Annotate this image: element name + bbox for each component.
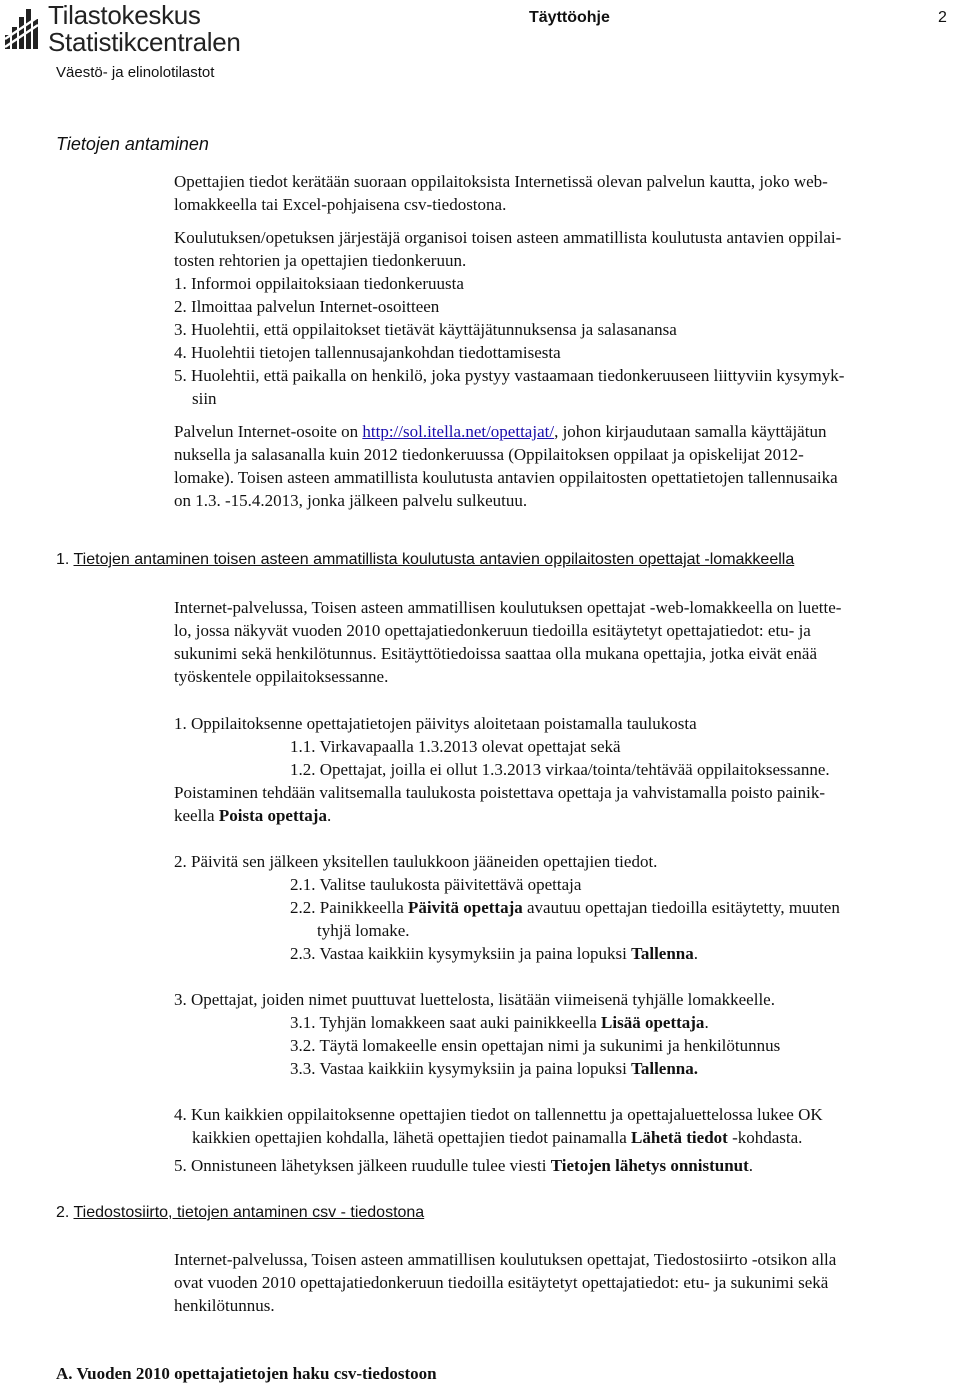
step-5-pre: 5. Onnistuneen lähetyksen jälkeen ruudulle tulee viesti — [174, 1156, 551, 1175]
logo-text-line2: Statistikcentralen — [48, 27, 241, 57]
intro-p3-line4: on 1.3. -15.4.2013, jonka jälkeen palvelu sulkeutuu. — [174, 491, 528, 510]
step-5-post: . — [748, 1156, 754, 1175]
section2-p-line1: Internet-palvelussa, Toisen asteen ammatillisen koulutuksen opettajat, Tiedostosiirto -otsikon alla — [174, 1250, 837, 1269]
section1-p-line4: työskentele oppilaitoksessanne. — [174, 667, 389, 686]
section2-heading — [56, 1204, 424, 1222]
step-1-1: 1.1. Virkavapaalla 1.3.2013 olevat opettajat sekä — [290, 737, 621, 756]
section1-p-line2: lo, jossa näkyvät vuoden 2010 opettajatiedonkeruun tiedoilla esitäytetyt opettajatiedot: etu- ja — [174, 621, 811, 640]
remove-line2-post: . — [326, 806, 332, 825]
section1-p-line1: Internet-palvelussa, Toisen asteen ammatillisen koulutuksen opettajat -web-lomakkeella on luette- — [174, 598, 842, 617]
remove-line1: Poistaminen tehdään valitsemalla taulukosta poistettava opettaja ja vahvistamalla poisto painik- — [174, 783, 826, 802]
intro-list-item: 4. Huolehtii tietojen tallennusajankohdan tiedottamisesta — [174, 343, 561, 362]
intro-list-item: 2. Ilmoittaa palvelun Internet-osoitteen — [174, 297, 440, 316]
intro-p3-pre: Palvelun Internet-osoite on — [174, 422, 363, 441]
step-1-2: 1.2. Opettajat, joilla ei ollut 1.3.2013 virkaa/tointa/tehtävää oppilaitoksessanne. — [290, 760, 830, 779]
remove-line2-pre: keella — [174, 806, 219, 825]
tallenna-label-2: Tallenna. — [631, 1059, 699, 1078]
step-4-line2-pre: kaikkien opettajien kohdalla, lähetä opettajien tiedot painamalla — [192, 1128, 632, 1147]
step-4-line2-post: -kohdasta. — [727, 1128, 803, 1147]
step-2-2 — [290, 896, 840, 919]
lisaa-opettaja-label: Lisää opettaja — [601, 1013, 705, 1032]
intro-p1-line2: lomakkeella tai Excel-pohjaisena csv-tiedostona. — [174, 195, 507, 214]
section1-number: 1. — [56, 551, 70, 568]
step-2: 2. Päivitä sen jälkeen yksitellen taulukkoon jääneiden opettajien tiedot. — [174, 852, 658, 871]
step-2-3-post: . — [693, 944, 699, 963]
intro-list-item: 1. Informoi oppilaitoksiaan tiedonkeruusta — [174, 274, 464, 293]
step-4-line2 — [192, 1126, 802, 1149]
intro-list-item: 3. Huolehtii, että oppilaitokset tietävät käyttäjätunnuksensa ja salasanansa — [174, 320, 677, 339]
logo-mark-icon — [3, 5, 45, 53]
step-3: 3. Opettajat, joiden nimet puuttuvat luettelosta, lisätään viimeisenä tyhjälle lomakkeelle. — [174, 990, 775, 1009]
step-5 — [174, 1154, 753, 1177]
intro-p3-post: , johon kirjaudutaan samalla käyttäjätun — [554, 422, 827, 441]
step-2-1: 2.1. Valitse taulukosta päivitettävä opettaja — [290, 875, 582, 894]
step-2-2-post: avautuu opettajan tiedoilla esitäytetty, muuten — [522, 898, 840, 917]
service-url-link[interactable]: http://sol.itella.net/opettajat/ — [362, 422, 555, 441]
intro-p2-line2: tosten rehtorien ja opettajien tiedonkeruun. — [174, 251, 467, 270]
step-2-2-cont: tyhjä lomake. — [317, 921, 410, 940]
section1-title: Tietojen antaminen toisen asteen ammatillista koulutusta antavien oppilaitosten opettajat -lomakkeella — [73, 551, 795, 568]
section2-p-line2: ovat vuoden 2010 opettajatiedonkeruun tiedoilla esitäytetyt opettajatiedot: etu- ja sukunimi sekä — [174, 1273, 829, 1292]
intro-p1-line1: Opettajien tiedot kerätään suoraan oppilaitoksista Internetissä olevan palvelun kautta, joko web- — [174, 172, 828, 191]
step-2-3 — [290, 942, 698, 965]
paivita-opettaja-label: Päivitä opettaja — [408, 898, 523, 917]
section2-number: 2. — [56, 1204, 70, 1221]
page-number: 2 — [938, 9, 947, 26]
step-3-1 — [290, 1011, 709, 1034]
intro-p2-line1: Koulutuksen/opetuksen järjestäjä organisoi toisen asteen ammatillista koulutusta antavien oppilai- — [174, 228, 842, 247]
step-3-1-post: . — [704, 1013, 709, 1032]
remove-line2 — [174, 804, 331, 827]
intro-p3-line2: nuksella ja salasanalla kuin 2012 tiedonkeruussa (Oppilaitoksen oppilaat ja opiskelijat 2012- — [174, 445, 804, 464]
intro-p3-line1 — [174, 420, 826, 443]
section2-title: Tiedostosiirto, tietojen antaminen csv - tiedostona — [73, 1204, 425, 1221]
laheta-tiedot-label: Lähetä tiedot — [631, 1128, 728, 1147]
intro-list-item-cont: siin — [192, 389, 217, 408]
sectionA-heading: A. Vuoden 2010 opettajatietojen haku csv-tiedostoon — [56, 1364, 437, 1383]
step-4-line1: 4. Kun kaikkien oppilaitoksenne opettajien tiedot on tallennettu ja opettajaluettelossa lukee OK — [174, 1105, 823, 1124]
logo-text-line1: Tilastokeskus — [48, 0, 201, 30]
step-3-2: 3.2. Täytä lomakeelle ensin opettajan nimi ja sukunimi ja henkilötunnus — [290, 1036, 781, 1055]
intro-p3-line3: lomake). Toisen asteen ammatillista koulutusta antavien oppilaitosten opettatietojen tallennusaika — [174, 468, 838, 487]
step-1: 1. Oppilaitoksenne opettajatietojen päivitys aloitetaan poistamalla taulukosta — [174, 714, 697, 733]
section2-p-line3: henkilötunnus. — [174, 1296, 275, 1315]
section1-p-line3: sukunimi sekä henkilötunnus. Esitäyttötiedoissa saattaa olla mukana opettajia, jotka eivät enää — [174, 644, 817, 663]
step-3-3 — [290, 1057, 698, 1080]
step-3-1-pre: 3.1. Tyhjän lomakkeen saat auki painikkeella — [290, 1013, 602, 1032]
intro-list-item: 5. Huolehtii, että paikalla on henkilö, joka pystyy vastaamaan tiedonkeruuseen liittyviin kysymyk- — [174, 366, 845, 385]
tallenna-label: Tallenna — [631, 944, 694, 963]
step-2-3-pre: 2.3. Vastaa kaikkiin kysymyksiin ja paina lopuksi — [290, 944, 632, 963]
section1-heading — [56, 551, 794, 569]
poista-opettaja-label: Poista opettaja — [218, 806, 327, 825]
department-name: Väestö- ja elinolotilastot — [56, 64, 215, 81]
document-title: Täyttöohje — [529, 9, 610, 26]
success-message-label: Tietojen lähetys onnistunut — [550, 1156, 749, 1175]
intro-heading: Tietojen antaminen — [56, 134, 209, 154]
step-2-2-pre: 2.2. Painikkeella — [290, 898, 409, 917]
step-3-3-pre: 3.3. Vastaa kaikkiin kysymyksiin ja paina lopuksi — [290, 1059, 632, 1078]
